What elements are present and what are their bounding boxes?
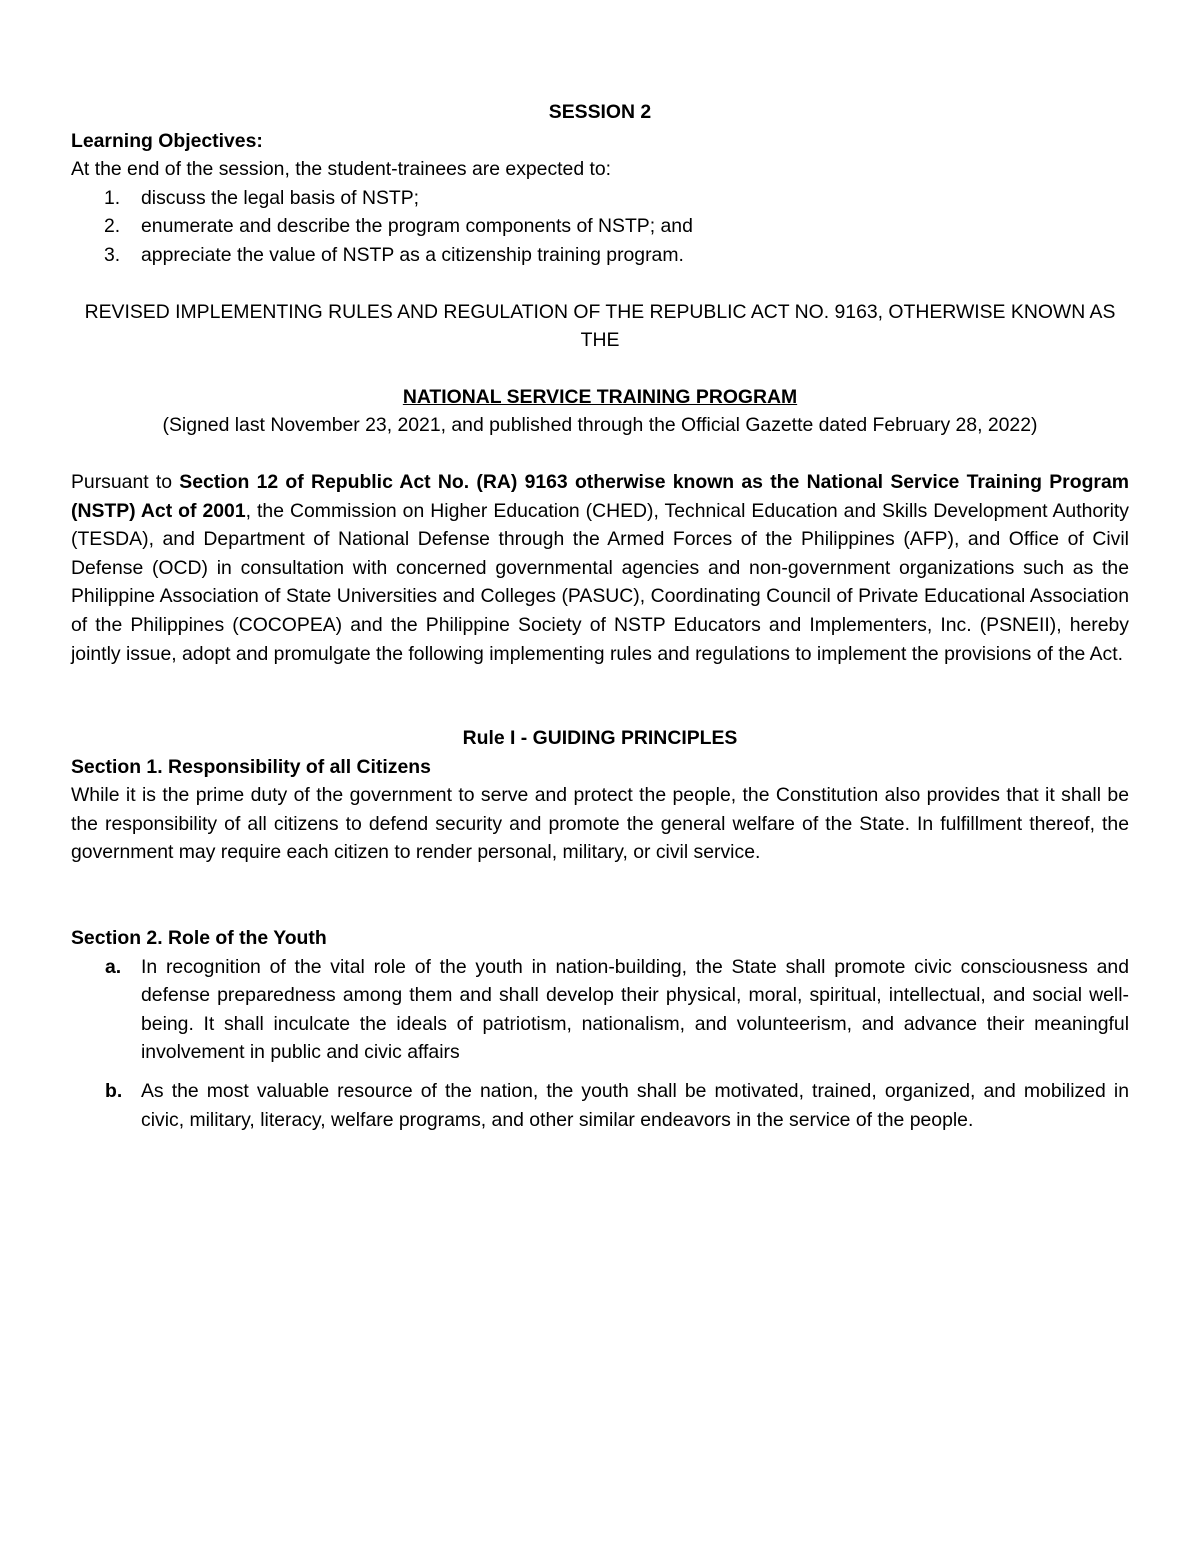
- list-item-text: enumerate and describe the program components of NSTP; and: [141, 215, 693, 238]
- rule-title: Rule I - GUIDING PRINCIPLES: [462, 727, 738, 750]
- list-item-text: discuss the legal basis of NSTP;: [141, 186, 420, 209]
- session-title: SESSION 2: [548, 101, 652, 123]
- section-2-heading: Section 2. Role of the Youth: [71, 927, 327, 950]
- revised-title: REVISED IMPLEMENTING RULES AND REGULATION OF THE REPUBLIC ACT NO. 9163, OTHERWISE KNOWN AS THE: [84, 300, 1116, 352]
- list-item: [71, 184, 1129, 213]
- list-number: 1.: [104, 186, 121, 209]
- objectives-intro: At the end of the session, the student-trainees are expected to:: [71, 158, 612, 181]
- signed-note: (Signed last November 23, 2021, and published through the Official Gazette dated February 28, 2022): [162, 414, 1038, 437]
- section-2-list: [71, 953, 1129, 1135]
- objectives-list: [71, 184, 1129, 270]
- pursuant-rest: , the Commission on Higher Education (CHED), Technical Education and Skills Development Authority (TESDA), and Department of National Defense through the Armed Forces of the Philippines (AFP), and Office of Civil Defense (OCD) in consultation with concerned governmental agencies and non-government organizations such as the Philippine Association of State Universities and Colleges (PASUC), Coordinating Council of Private Educational Association of the Philippines (COCOPEA) and the Philippine Society of NSTP Educators and Implementers, Inc. (PSNEII), hereby jointly issue, adopt and promulgate the following implementing rules and regulations to implement the provisions of the Act.: [71, 499, 1129, 665]
- list-item-text: In recognition of the vital role of the youth in nation-building, the State shall promote civic consciousness and defense preparedness among them and shall develop their physical, moral, spiritual, intellectual, and social well-being. It shall inculcate the ideals of patriotism, nationalism, and volunteerism, and advance their meaningful involvement in public and civic affairs: [141, 955, 1129, 1064]
- list-item: [71, 241, 1129, 270]
- list-letter: a.: [105, 955, 122, 978]
- pursuant-lead: Pursuant to: [71, 470, 180, 493]
- section-1-body: While it is the prime duty of the government to serve and protect the people, the Constitution also provides that it shall be the responsibility of all citizens to defend security and promote the general welfare of the State. In fulfillment thereof, the government may require each citizen to render personal, military, or civil service.: [71, 784, 1129, 864]
- pursuant-act-reference: Section 12 of Republic Act No. (RA) 9163 otherwise known as the National Service Training Program (NSTP) Act of 2001: [71, 470, 1129, 522]
- list-item: [71, 1077, 1129, 1134]
- list-item: [71, 953, 1129, 1067]
- program-title: NATIONAL SERVICE TRAINING PROGRAM: [402, 385, 798, 408]
- section-1-heading: Section 1. Responsibility of all Citizens: [71, 755, 431, 778]
- objectives-heading: Learning Objectives:: [71, 129, 263, 152]
- list-item-text: appreciate the value of NSTP as a citizenship training program.: [141, 243, 684, 266]
- list-letter: b.: [105, 1080, 123, 1103]
- list-number: 2.: [104, 215, 121, 238]
- list-number: 3.: [104, 243, 121, 266]
- list-item-text: As the most valuable resource of the nation, the youth shall be motivated, trained, organized, and mobilized in civic, military, literacy, welfare programs, and other similar endeavors in the service of the people.: [141, 1080, 1129, 1131]
- document-page: [71, 98, 1129, 1134]
- pursuant-paragraph: [71, 468, 1129, 668]
- list-item: [71, 212, 1129, 241]
